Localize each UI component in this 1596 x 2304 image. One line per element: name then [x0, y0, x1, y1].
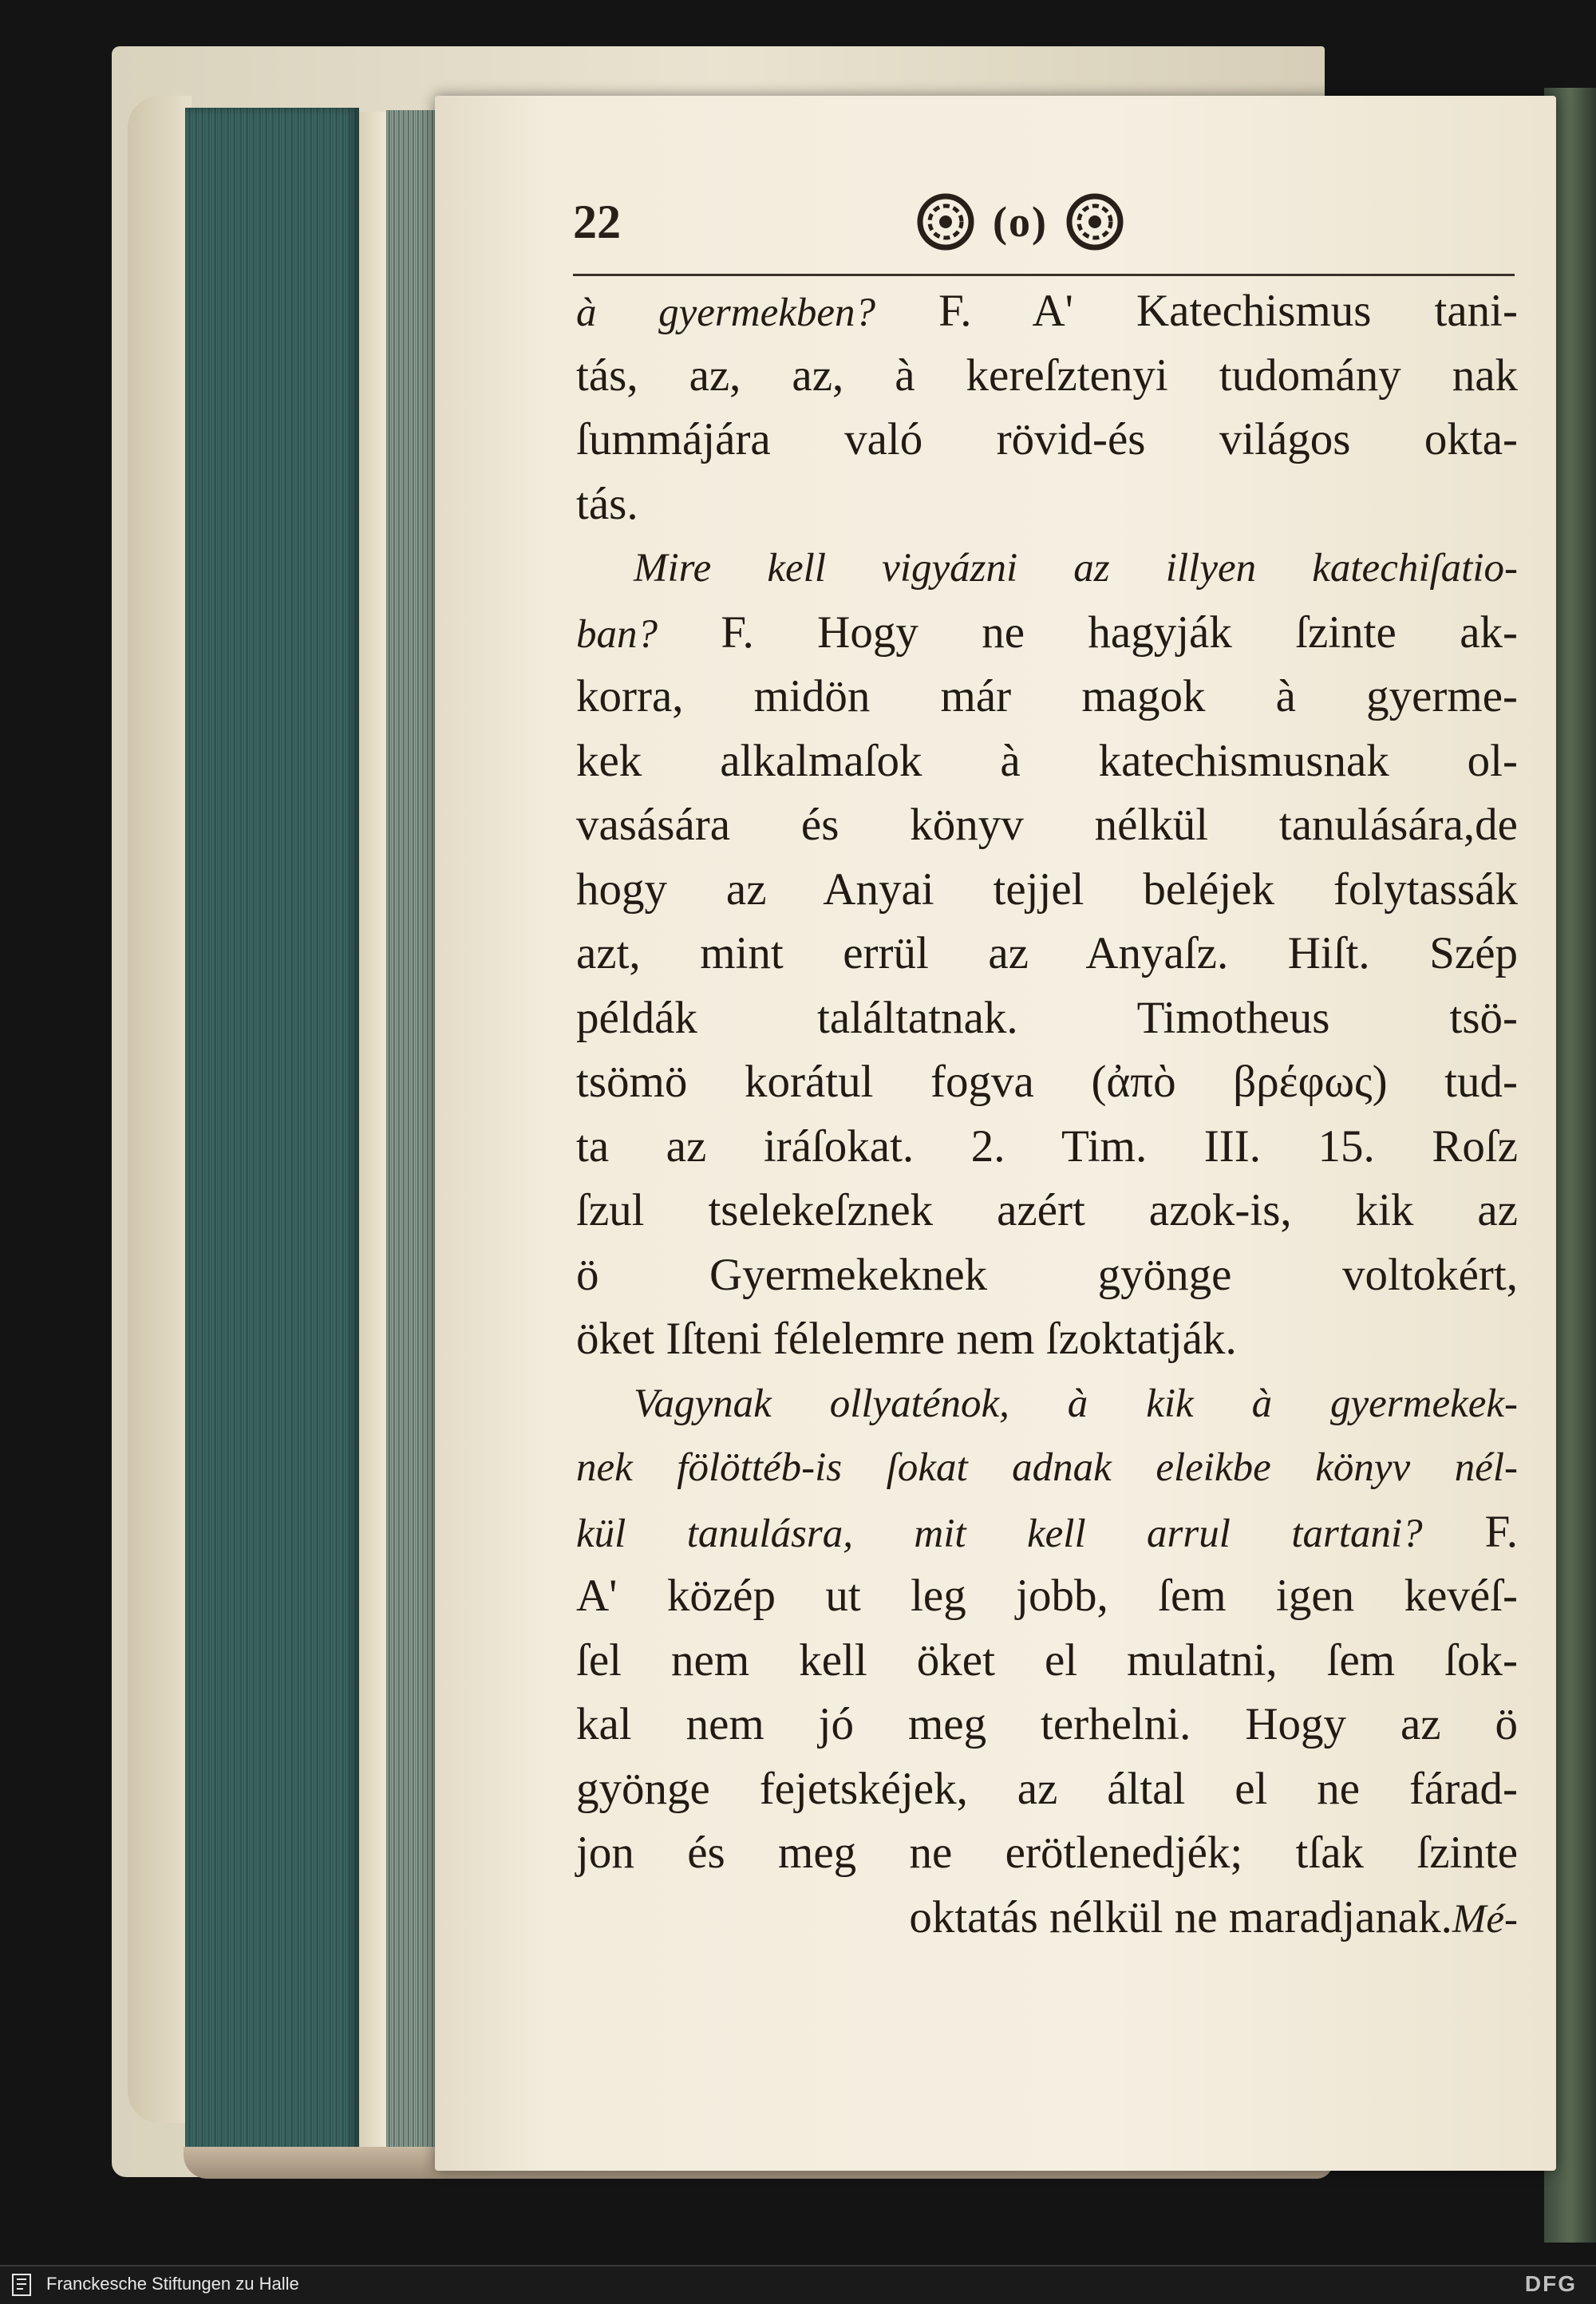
- footer-institution[interactable]: Franckesche Stiftungen zu Halle: [46, 2274, 299, 2294]
- ornament-middle: (o): [993, 198, 1048, 246]
- dfg-logo[interactable]: DFG: [1524, 2271, 1577, 2296]
- text-line: kül tanulásra, mit kell arrul tartani? F.: [576, 1506, 1518, 1557]
- text-line: ſzul tselekeſznek azért azok-is, kik az: [576, 1185, 1518, 1235]
- text-line: azt, mint errül az Anyaſz. Hiſt. Szép: [576, 928, 1518, 978]
- catchword: Mé-: [1452, 1896, 1518, 1942]
- text-line: öket Iſteni félelemre nem ſzoktatják.: [576, 1314, 1237, 1364]
- text-line: nek fölöttéb-is ſokat adnak eleikbe könyv nél-: [576, 1445, 1518, 1490]
- text-line: példák találtatnak. Timotheus tsö-: [576, 992, 1518, 1043]
- text-line: kek alkalmaſok à katechismusnak ol-: [576, 735, 1518, 786]
- text-line: à gyermekben? F. A' Katechismus tani-: [576, 286, 1518, 336]
- text-line: tás, az, az, à kereſztenyi tudomány nak: [576, 350, 1518, 401]
- text-line: ban? F. Hogy ne hagyják ſzinte ak-: [576, 607, 1518, 658]
- page-body-text: [576, 279, 1518, 1950]
- footer-bar: [0, 2265, 1596, 2304]
- header-rule: [573, 274, 1515, 276]
- text-line: vasására és könyv nélkül tanulására,de: [576, 800, 1518, 850]
- rosette-icon: [1065, 192, 1124, 251]
- text-line: korra, midön már magok à gyerme-: [576, 671, 1518, 721]
- text-line: hogy az Anyai tejjel beléjek folytassák: [576, 864, 1518, 915]
- text-line: oktatás nélkül ne maradjanak.Mé-: [909, 1891, 1518, 1942]
- text-line: kal nem jó meg terhelni. Hogy az ö: [576, 1699, 1518, 1749]
- page-number: 22: [573, 196, 621, 248]
- text-line: gyönge fejetskéjek, az által el ne fárad-: [576, 1763, 1518, 1814]
- book-page-edges: [386, 110, 439, 2158]
- text-line: A' közép ut leg jobb, ſem igen kevéſ-: [576, 1571, 1518, 1621]
- rosette-icon: [916, 192, 975, 251]
- book-cover-rim: [128, 96, 192, 2123]
- text-line: jon és meg ne erötlenedjék; tſak ſzinte: [576, 1828, 1518, 1878]
- text-line: ſel nem kell öket el mulatni, ſem ſok-: [576, 1634, 1518, 1686]
- text-line: ſummájára való rövid-és világos okta-: [576, 414, 1518, 464]
- text-line: tsömö korátul fogva (ἀπὸ βρέφως) tud-: [576, 1057, 1518, 1107]
- header-ornaments: [916, 190, 1235, 254]
- text-line: Vagynak ollyaténok, à kik à gyermekek-: [634, 1381, 1518, 1426]
- text-line: Mire kell vigyázni az illyen katechiſatio-: [634, 546, 1518, 591]
- book-edge-gap: [359, 112, 388, 2155]
- text-line: ö Gyermekeknek gyönge voltokért,: [576, 1249, 1518, 1300]
- page-header: [573, 190, 1515, 262]
- text-line: ta az iráſokat. 2. Tim. III. 15. Roſz: [576, 1120, 1518, 1172]
- franckesche-logo-icon: [10, 2273, 34, 2297]
- book-fore-edge: [185, 108, 359, 2159]
- text-line: tás.: [576, 478, 638, 529]
